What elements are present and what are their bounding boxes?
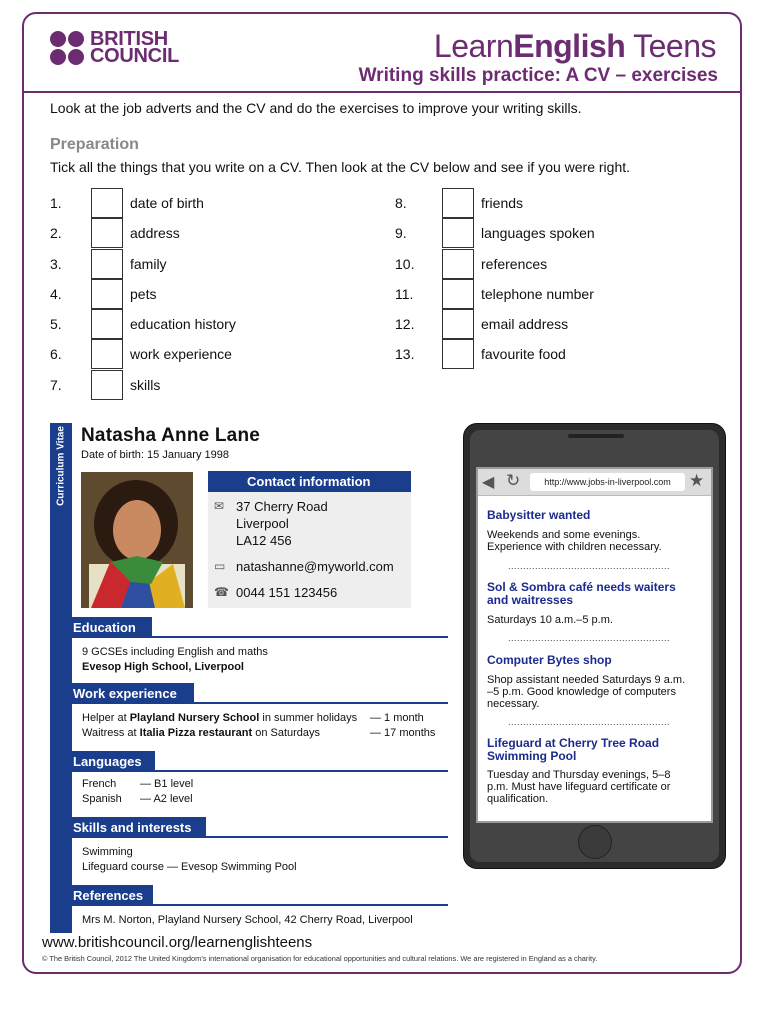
ad-divider: ...................................................... [508, 633, 671, 643]
ad-lifeguard-text: Tuesday and Thursday evenings, 5–8 p.m. Must have lifeguard certificate or qualification. [487, 769, 671, 805]
ad-divider: ...................................................... [508, 717, 671, 727]
tick-box[interactable] [91, 218, 123, 248]
education-heading: Education [72, 617, 152, 638]
cv-side-bar [50, 423, 72, 933]
logo-line2: COUNCIL [90, 45, 180, 67]
preparation-heading: Preparation [50, 136, 139, 153]
page-title: Writing skills practice: A CV – exercises [358, 65, 718, 86]
tick-box[interactable] [442, 218, 474, 248]
ad-cafe-text: Saturdays 10 a.m.–5 p.m. [487, 614, 613, 626]
ad-babysitter-text: Weekends and some evenings. Experience with children necessary. [487, 529, 662, 553]
british-council-logo [50, 28, 180, 67]
cv-name: Natasha Anne Lane [81, 425, 261, 446]
telephone-icon: ☎ [214, 585, 229, 599]
tick-box[interactable] [91, 339, 123, 369]
contact-box [208, 471, 411, 608]
tick-box[interactable] [91, 249, 123, 279]
skills-heading: Skills and interests [72, 817, 206, 838]
refresh-icon[interactable]: ↻ [506, 471, 521, 490]
computer-icon: ▭ [214, 559, 226, 573]
phone-screen [476, 467, 713, 823]
phone-speaker [568, 434, 624, 438]
preparation-instruction: Tick all the things that you write on a CV. Then look at the CV below and see if you were right. [50, 159, 631, 175]
tick-box[interactable] [91, 309, 123, 339]
section-divider [72, 770, 448, 772]
footer-url[interactable]: www.britishcouncil.org/learnenglishteens [42, 934, 313, 951]
url-bar[interactable]: http://www.jobs-in-liverpool.com [530, 473, 685, 491]
contact-phone: ☎ 0044 151 123456 [214, 585, 338, 600]
tick-box[interactable] [91, 188, 123, 218]
ad-computer-heading: Computer Bytes shop [487, 653, 612, 667]
contact-email: ▭ natashanne@myworld.com [214, 559, 394, 574]
languages-heading: Languages [72, 751, 155, 772]
cv-photo [81, 472, 193, 608]
education-body: 9 GCSEs including English and maths Evesop High School, Liverpool [82, 646, 268, 673]
tick-box[interactable] [442, 339, 474, 369]
browser-bar [478, 469, 711, 496]
tick-box[interactable] [442, 249, 474, 279]
ad-babysitter-heading: Babysitter wanted [487, 508, 591, 522]
cv-side-label: Curriculum Vitae [55, 426, 67, 506]
logo-line1: BRITISH [90, 28, 168, 50]
ad-divider: ...................................................... [508, 561, 671, 571]
tick-box[interactable] [91, 370, 123, 400]
work-heading: Work experience [72, 683, 194, 704]
work-body: Helper at Playland Nursery School in summer holidays — 1 month Waitress at Italia Pizza restaurant on Saturdays — 17 months [82, 712, 436, 739]
tick-box[interactable] [442, 188, 474, 218]
skills-body: Swimming Lifeguard course — Evesop Swimming Pool [82, 846, 297, 873]
tick-box[interactable] [442, 279, 474, 309]
tick-box[interactable] [442, 309, 474, 339]
references-body: Mrs M. Norton, Playland Nursery School, 42 Cherry Road, Liverpool [82, 914, 413, 926]
ad-lifeguard-heading: Lifeguard at Cherry Tree Road Swimming Pool [487, 736, 660, 763]
footer-copyright: © The British Council, 2012 The United Kingdom’s international organisation for educational opportunities and cultural relations. We are registered in England as a charity. [42, 954, 598, 963]
tick-box[interactable] [91, 279, 123, 309]
phone-home-button [578, 825, 612, 859]
contact-address: ✉ 37 Cherry Road Liverpool LA12 456 [214, 499, 328, 548]
contact-heading: Contact information [208, 471, 411, 492]
languages-body: French — B1 level Spanish — A2 level [82, 778, 194, 805]
star-icon[interactable]: ★ [689, 471, 705, 490]
back-arrow-icon[interactable]: ◀ [482, 474, 495, 491]
learnenglish-teens-brand: LearnEnglish Teens [433, 28, 716, 64]
section-divider [72, 836, 448, 838]
section-divider [72, 904, 448, 906]
envelope-icon: ✉ [214, 499, 225, 513]
intro-text: Look at the job adverts and the CV and do the exercises to improve your writing skills. [50, 100, 582, 116]
ad-computer-text: Shop assistant needed Saturdays 9 a.m. –5 p.m. Good knowledge of computers necessary. [487, 674, 686, 710]
references-heading: References [72, 885, 153, 906]
header-divider [24, 91, 742, 93]
section-divider [72, 702, 448, 704]
cv-dob: Date of birth: 15 January 1998 [81, 449, 229, 461]
section-divider [72, 636, 448, 638]
logo-dots-icon [50, 31, 84, 65]
ad-cafe-heading: Sol & Sombra café needs waiters and waitresses [487, 580, 676, 607]
